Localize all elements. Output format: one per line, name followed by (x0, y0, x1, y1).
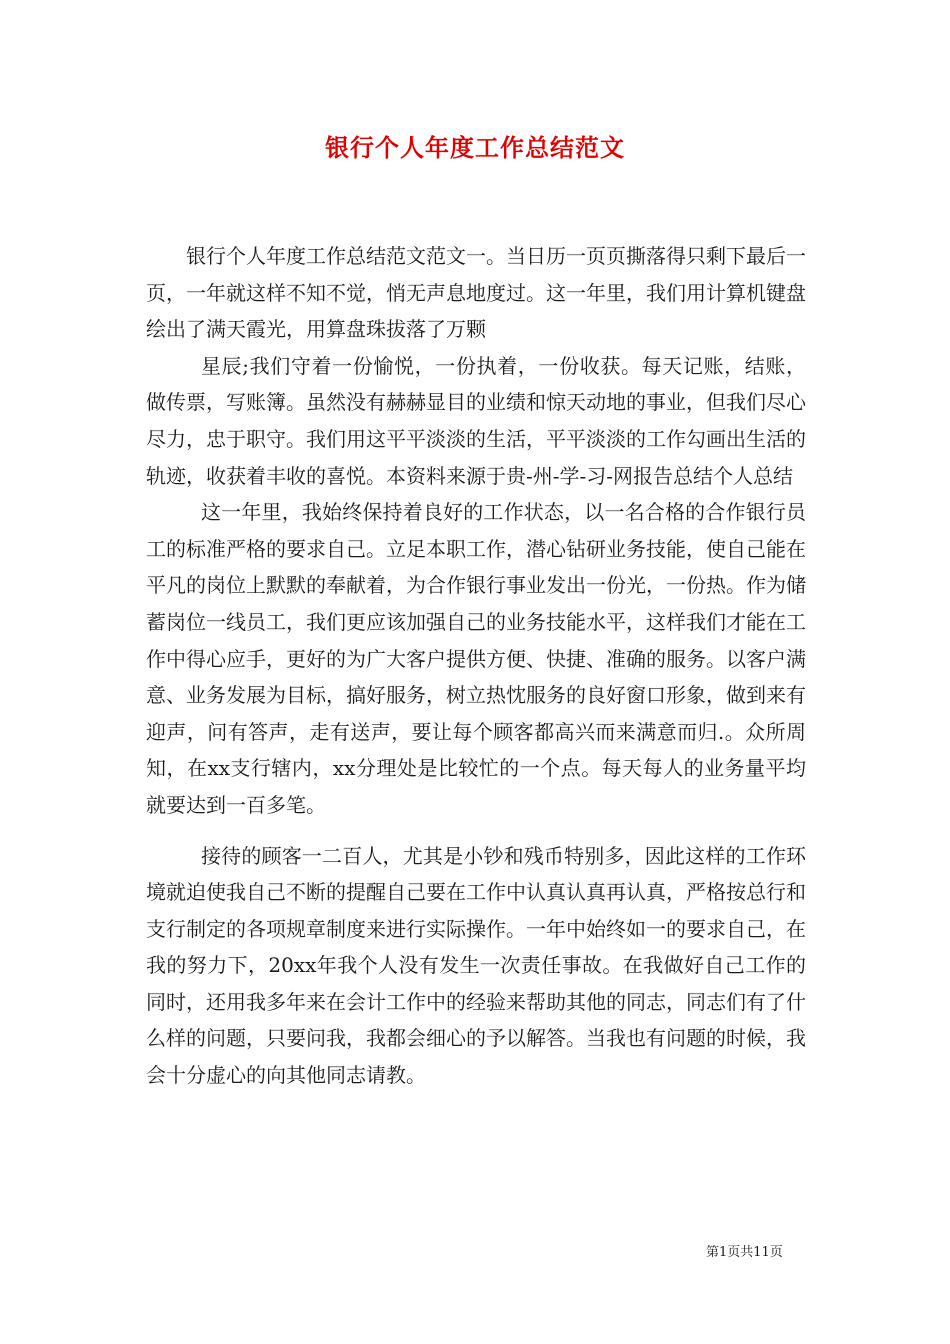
document-title: 银行个人年度工作总结范文 (325, 133, 625, 162)
document-body (146, 238, 806, 1094)
paragraph-2: 星辰;我们守着一份愉悦，一份执着，一份收获。每天记账，结账，做传票，写账簿。虽然没有赫赫显目的业绩和惊天动地的事业，但我们尽心尽力，忠于职守。我们用这平平淡淡的生活，平平淡淡的工作勾画出生活的轨迹，收获着丰收的喜悦。本资料来源于贵-州-学-习-网报告总结个人总结 (146, 353, 806, 488)
paragraph-1: 银行个人年度工作总结范文范文一。当日历一页页撕落得只剩下最后一页，一年就这样不知不觉，悄无声息地度过。这一年里，我们用计算机键盘绘出了满天霞光，用算盘珠拔落了万颗 (146, 244, 806, 342)
paragraph-3: 这一年里，我始终保持着良好的工作状态，以一名合格的合作银行员工的标准严格的要求自己。立足本职工作，潜心钻研业务技能，使自己能在平凡的岗位上默默的奉献着，为合作银行事业发出一份光，一份热。作为储蓄岗位一线员工，我们更应该加强自己的业务技能水平，这样我们才能在工作中得心应手，更好的为广大客户提供方便、快捷、准确的服务。以客户满意、业务发展为目标，搞好服务，树立热忱服务的良好窗口形象，做到来有迎声，问有答声，走有送声，要让每个顾客都高兴而来满意而归.。众所周知，在xx支行辖内，xx分理处是比较忙的一个点。每天每人的业务量平均就要达到一百多笔。 (146, 500, 806, 817)
page-number-footer: 第1页共11页 (706, 1245, 783, 1260)
paragraph-4: 接待的顾客一二百人，尤其是小钞和残币特别多，因此这样的工作环境就迫使我自己不断的提醒自己要在工作中认真认真再认真，严格按总行和支行制定的各项规章制度来进行实际操作。一年中始终如一的要求自己，在我的努力下，20xx年我个人没有发生一次责任事故。在我做好自己工作的同时，还用我多年来在会计工作中的经验来帮助其他的同志，同志们有了什么样的问题，只要问我，我都会细心的予以解答。当我也有问题的时候，我会十分虚心的向其他同志请教。 (146, 843, 806, 1088)
